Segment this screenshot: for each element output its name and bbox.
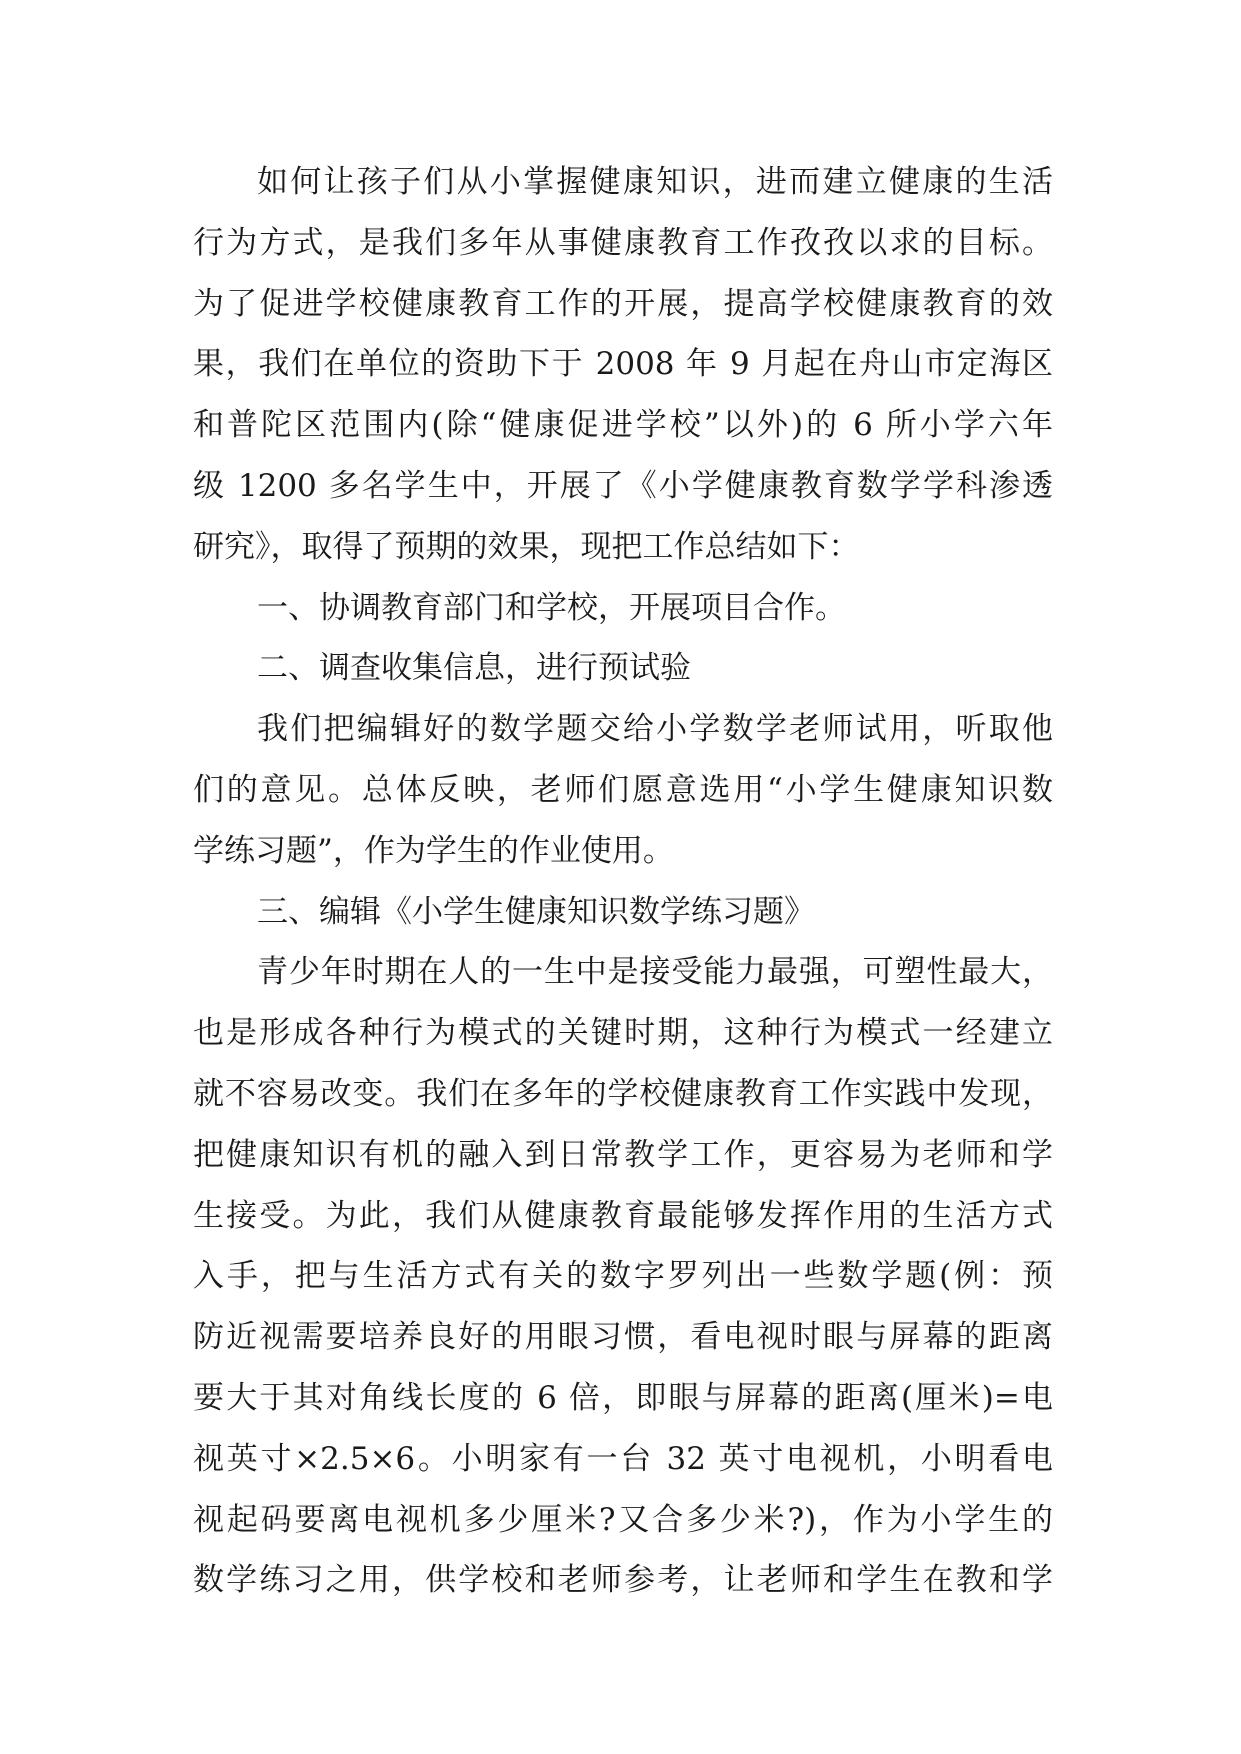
paragraph-line: 视英寸×2.5×6。小明家有一台 32 英寸电视机，小明看电 [193,1440,1053,1477]
paragraph-line: 级 1200 多名学生中，开展了《小学健康教育数学学科渗透 [193,467,1053,504]
paragraph-line: 如何让孩子们从小掌握健康知识，进而建立健康的生活 [257,164,1053,200]
section-heading: 三、编辑《小学生健康知识数学练习题》 [257,893,815,930]
paragraph-line: 青少年时期在人的一生中是接受能力最强，可塑性最大， [257,954,1053,991]
paragraph-line: 防近视需要培养良好的用眼习惯，看电视时眼与屏幕的距离 [193,1319,1053,1356]
paragraph-line: 和普陀区范围内(除“健康促进学校”以外)的 6 所小学六年 [193,407,1053,444]
paragraph-line: 入手，把与生活方式有关的数字罗列出一些数学题(例：预 [193,1258,1053,1295]
paragraph-line: 为了促进学校健康教育工作的开展，提高学校健康教育的效 [193,285,1053,322]
paragraph-line: 果，我们在单位的资助下于 2008 年 9 月起在舟山市定海区 [193,346,1053,383]
paragraph-line: 把健康知识有机的融入到日常教学工作，更容易为老师和学 [193,1136,1053,1173]
paragraph-line: 视起码要离电视机多少厘米?又合多少米?)，作为小学生的 [193,1501,1053,1538]
paragraph-line: 也是形成各种行为模式的关键时期，这种行为模式一经建立 [193,1015,1053,1052]
paragraph-line: 我们把编辑好的数学题交给小学数学老师试用，听取他 [257,711,1053,748]
section-heading: 一、协调教育部门和学校，开展项目合作。 [257,589,846,626]
paragraph-line: 学练习题”，作为学生的作业使用。 [193,832,674,869]
section-heading: 二、调查收集信息，进行预试验 [257,650,691,687]
paragraph-line: 研究》，取得了预期的效果，现把工作总结如下： [193,528,860,565]
paragraph-line: 就不容易改变。我们在多年的学校健康教育工作实践中发现， [193,1075,1053,1112]
paragraph-line: 们的意见。总体反映，老师们愿意选用“小学生健康知识数 [193,771,1053,808]
paragraph-line: 要大于其对角线长度的 6 倍，即眼与屏幕的距离(厘米)=电 [193,1379,1053,1416]
paragraph-line: 行为方式，是我们多年从事健康教育工作孜孜以求的目标。 [193,224,1053,261]
paragraph-line: 生接受。为此，我们从健康教育最能够发挥作用的生活方式 [193,1197,1053,1234]
paragraph-line: 数学练习之用，供学校和老师参考，让老师和学生在教和学 [193,1562,1053,1599]
document-body [193,152,1053,1611]
